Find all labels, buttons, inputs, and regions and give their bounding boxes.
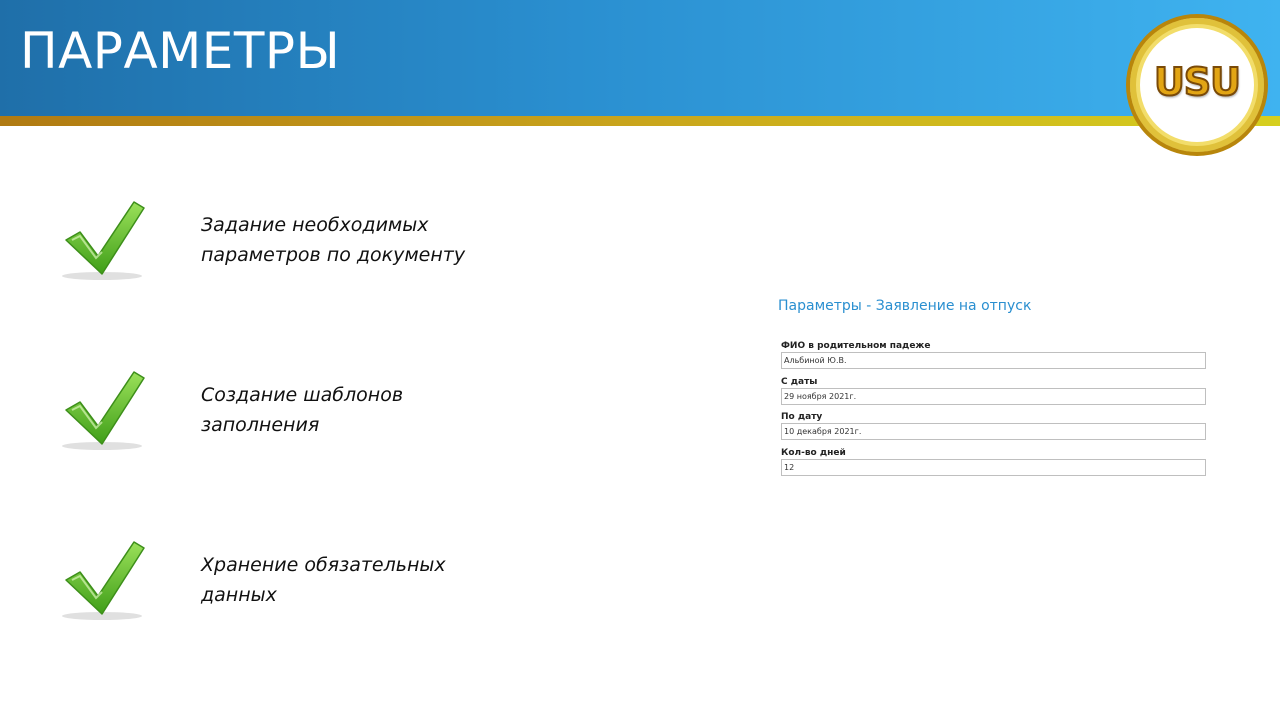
feature-item	[56, 538, 516, 628]
parameters-form	[778, 296, 1218, 486]
field-label: ФИО в родительном падеже	[781, 341, 931, 351]
usu-logo	[1126, 14, 1268, 156]
fio-input[interactable]: Альбиной Ю.В.	[781, 352, 1206, 369]
field-date-from	[781, 376, 1209, 405]
feature-text: Задание необходимых параметров по документу	[201, 214, 466, 266]
date-to-input[interactable]: 10 декабря 2021г.	[781, 423, 1206, 440]
date-from-input[interactable]: 29 ноября 2021г.	[781, 388, 1206, 405]
field-fio	[781, 340, 1209, 369]
days-count-input[interactable]: 12	[781, 459, 1206, 476]
check-icon	[56, 198, 152, 288]
feature-text: Хранение обязательных данных	[201, 554, 446, 606]
field-label: По дату	[781, 412, 823, 422]
header-stripe	[0, 116, 1280, 126]
feature-item	[56, 198, 516, 288]
page-title: ПАРАМЕТРЫ	[20, 22, 341, 80]
header-bar	[0, 0, 1280, 116]
field-label: Кол-во дней	[781, 448, 846, 458]
field-label: С даты	[781, 377, 818, 387]
field-days-count	[781, 447, 1209, 476]
check-icon	[56, 368, 152, 458]
logo-text: USU	[1153, 60, 1241, 104]
form-title: Параметры - Заявление на отпуск	[778, 298, 1032, 314]
field-date-to	[781, 411, 1209, 440]
check-icon	[56, 538, 152, 628]
feature-text: Создание шаблонов заполнения	[201, 384, 404, 436]
feature-item	[56, 368, 516, 458]
